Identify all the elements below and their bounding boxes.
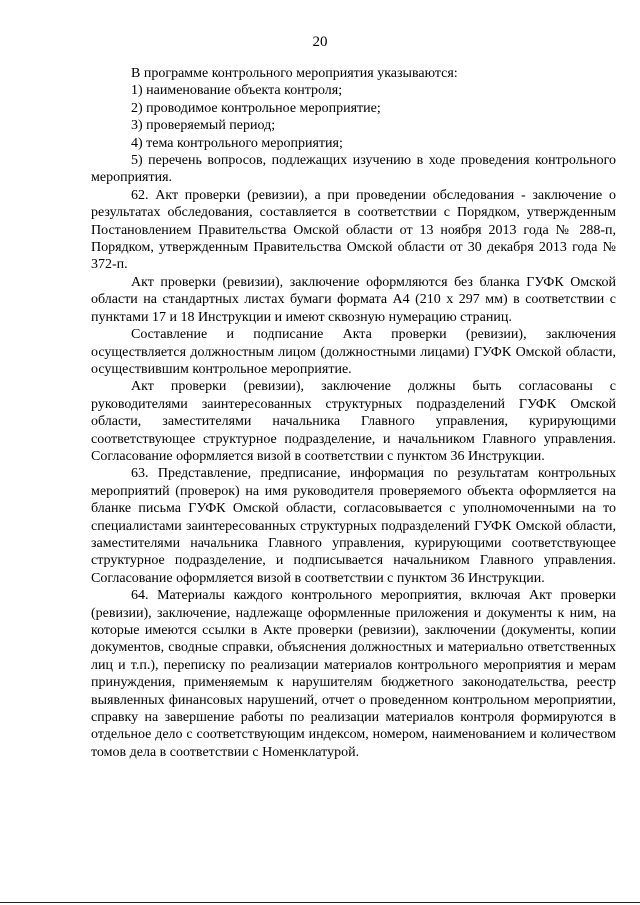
- list-item: 3) проверяемый период;: [131, 118, 276, 134]
- paragraph: Составление и подписание Акта проверки (ревизии), заключения осуществляется должностным лицом (должностными лицами) ГУФК Омской области, осуществившим контрольное мероприятие.: [91, 327, 616, 377]
- bottom-divider: [0, 902, 640, 903]
- list-item: 1) наименование объекта контроля;: [131, 83, 343, 99]
- list-item: 4) тема контрольного мероприятия;: [131, 135, 343, 151]
- page-number: 20: [312, 34, 328, 50]
- list-item: 2) проводимое контрольное мероприятие;: [131, 100, 381, 116]
- list-item: 5) перечень вопросов, подлежащих изучению в ходе проведения контрольного мероприятия.: [91, 153, 616, 186]
- paragraph-63: 63. Представление, предписание, информация по результатам контрольных мероприятий (проверок) на имя руководителя проверяемого объекта оформляется на бланке письма ГУФК Омской области, согласовывается с уполномоченными на то специалистами заинтересованных структурных подразделений ГУФК Омской области, заместителями начальника Главного управления, курирующими соответствующее структурное подразделение, и подписывается начальником Главного управления. Согласование оформляется визой в соответствии с пунктом 36 Инструкции.: [91, 466, 616, 586]
- paragraph: В программе контрольного мероприятия указываются:: [131, 66, 458, 81]
- paragraph: Акт проверки (ревизии), заключение должны быть согласованы с руководителями заинтересованных структурных подразделений ГУФК Омской области, заместителями начальника Главного управления, курирующими соответствующее структурное подразделение, и начальником Главного управления. Согласование оформляется визой в соответствии с пунктом 36 Инструкции.: [91, 379, 616, 464]
- paragraph-64: 64. Материалы каждого контрольного мероприятия, включая Акт проверки (ревизии), заключение, надлежаще оформленные приложения и документы к ним, на которые имеются ссылки в Акте проверки (ревизии), заключении (документы, копии документов, сводные справки, объяснения должностных и материально ответственных лиц и т.п.), переписку по реализации материалов контрольного мероприятия и мерам принуждения, применяемым к нарушителям бюджетного законодательства, реестр выявленных финансовых нарушений, отчет о проведенном контрольном мероприятии, справку на завершение работы по реализации материалов контроля формируются в отдельное дело с соответствующим индексом, номером, наименованием и количеством томов дела в соответствии с Номенклатурой.: [91, 588, 616, 760]
- document-body: [91, 65, 616, 761]
- paragraph: Акт проверки (ревизии), заключение оформляются без бланка ГУФК Омской области на стандартных листах бумаги формата А4 (210 x 297 мм) в соответствии с пунктами 17 и 18 Инструкции и имеют сквозную нумерацию страниц.: [91, 274, 616, 325]
- paragraph-62: 62. Акт проверки (ревизии), а при проведении обследования - заключение о результатах обследования, составляется в соответствии с Порядком, утвержденным Постановлением Правительства Омской области от 13 ноября 2013 года № 288-п, Порядком, утвержденным Правительства Омской области от 30 декабря 2013 года № 372-п.: [91, 187, 616, 273]
